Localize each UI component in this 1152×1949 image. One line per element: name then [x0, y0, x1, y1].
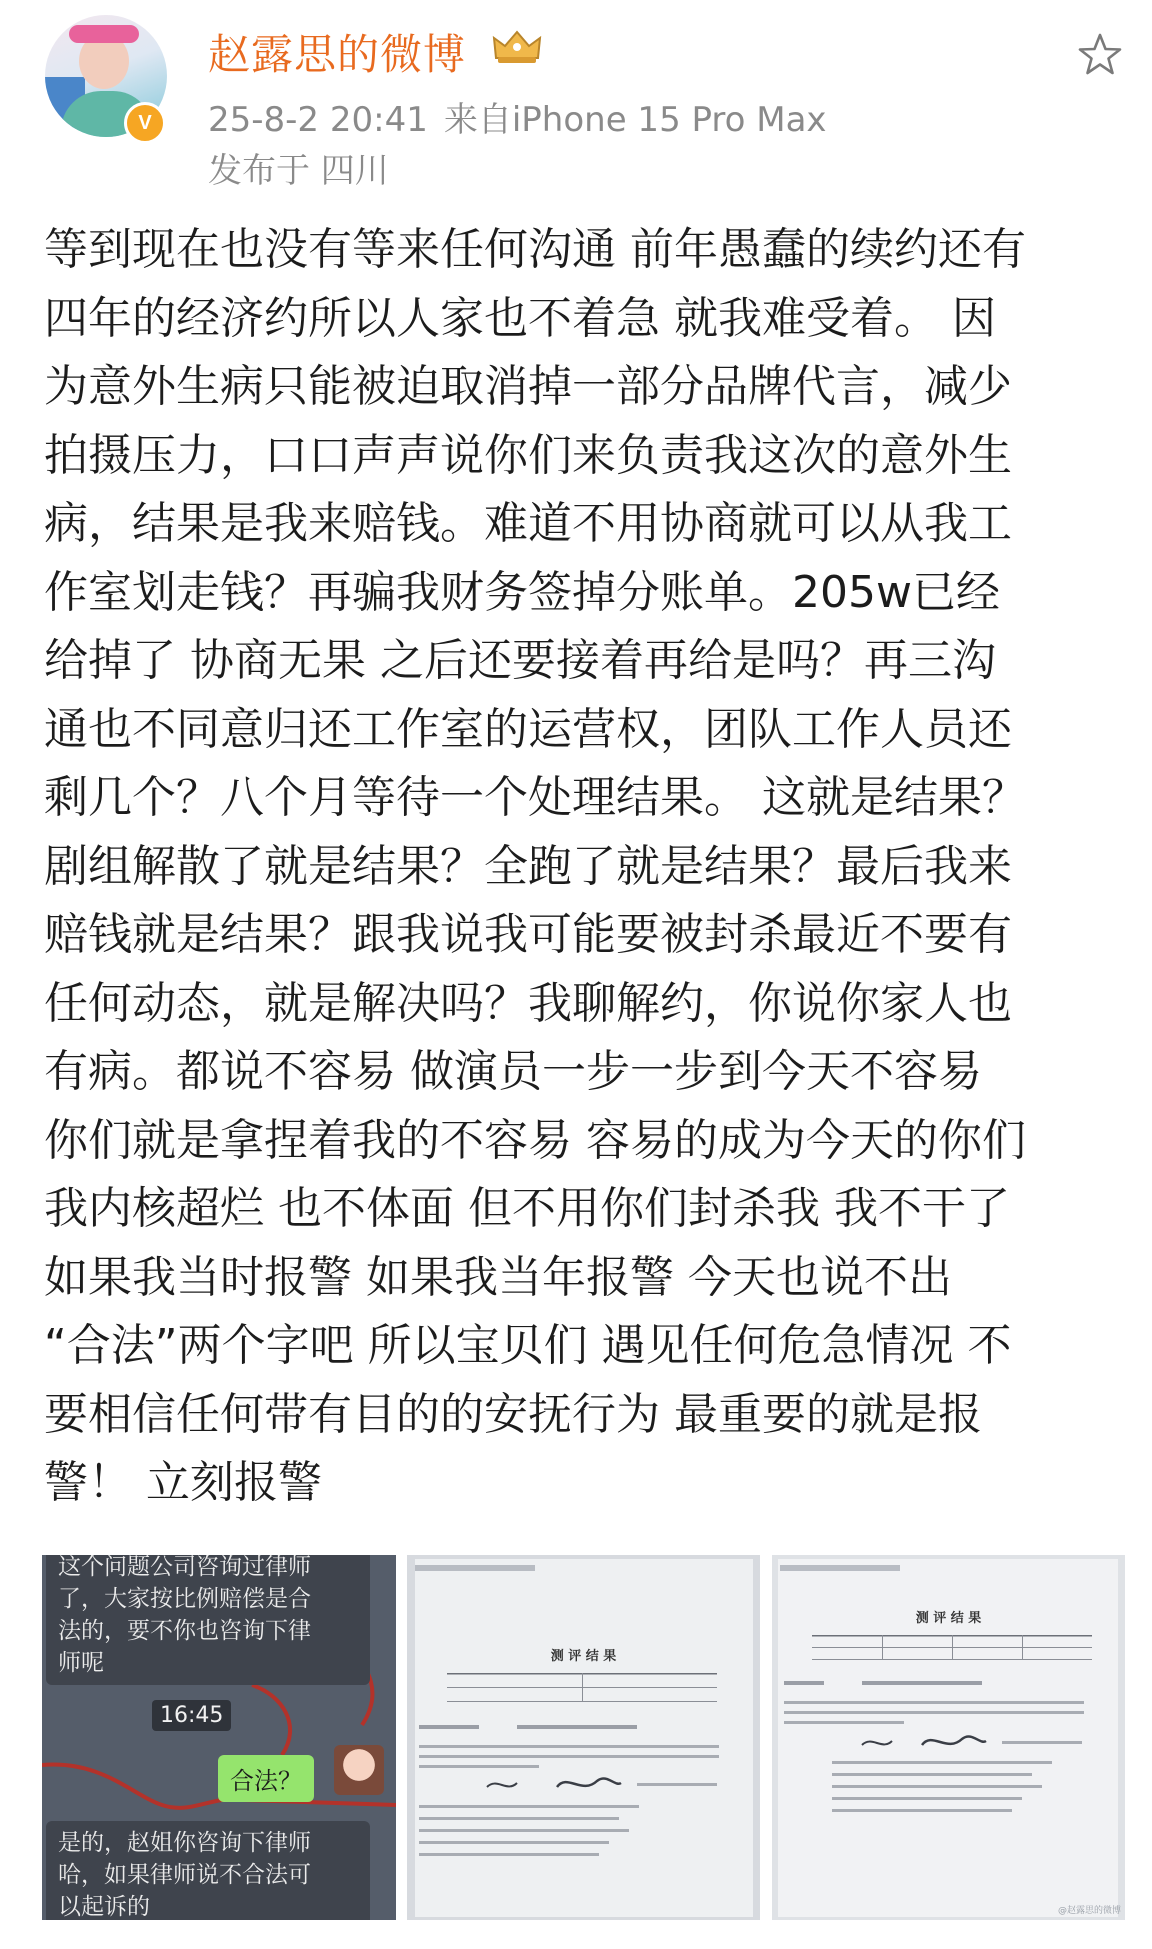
post-line: 为意外生病只能被迫取消掉一部分品牌代言，减少 [44, 361, 1012, 412]
post-line: 我内核超烂 也不体面 但不用你们封杀我 我不干了 [44, 1183, 1010, 1234]
image-thumb-chat[interactable] [42, 1555, 396, 1920]
verified-badge: V [124, 102, 166, 144]
star-icon[interactable] [1075, 30, 1125, 80]
document-heading: 测 评 结 果 [915, 1611, 982, 1626]
chat-message-reply: 合法？ [218, 1755, 314, 1802]
chat-message-top [46, 1555, 370, 1685]
post-line: 作室划走钱？再骗我财务签掉分账单。205w已经 [44, 566, 1000, 618]
post-location: 发布于 四川 [208, 151, 389, 191]
post-timestamp: 25-8-2 20:41 [208, 100, 428, 140]
post-line: 赔钱就是结果？跟我说我可能要被封杀最近不要有 [44, 909, 1012, 960]
post-header [0, 0, 1152, 191]
chat-timestamp: 16:45 [152, 1700, 231, 1731]
crown-icon [490, 28, 544, 66]
chat-line: 以起诉的 [58, 1894, 150, 1920]
avatar-visor [69, 25, 139, 43]
post-line: 警！ 立刻报警 [44, 1457, 322, 1508]
chat-line: 哈，如果律师说不合法可 [58, 1862, 311, 1888]
post-line: “合法”两个字吧 所以宝贝们 遇见任何危急情况 不 [44, 1320, 1012, 1371]
post-source: 来自iPhone 15 Pro Max [443, 100, 827, 140]
image-grid [42, 1555, 1125, 1920]
chat-line: 了，大家按比例赔偿是合 [58, 1586, 311, 1612]
post-line: 你们就是拿捏着我的不容易 容易的成为今天的你们 [44, 1114, 1026, 1166]
post-line: 剧组解散了就是结果？全跑了就是结果？最后我来 [44, 840, 1012, 892]
document-heading: 测 评 结 果 [550, 1649, 617, 1664]
post-meta [208, 92, 827, 141]
post-line: 四年的经济约所以人家也不着急 就我难受着。 因 [44, 292, 996, 344]
image-thumb-document-1[interactable] [407, 1555, 760, 1920]
post-line: 等到现在也没有等来任何沟通 前年愚蠢的续约还有 [44, 224, 1026, 275]
post-line: 要相信任何带有目的的安抚行为 最重要的就是报 [44, 1388, 982, 1440]
post-line: 给掉了 协商无果 之后还要接着再给是吗？再三沟 [44, 635, 996, 686]
post-line: 如果我当时报警 如果我当年报警 今天也说不出 [44, 1251, 952, 1303]
image-watermark: @赵露思的微博 [1057, 1906, 1121, 1916]
chat-line: 法的，要不你也咨询下律 [58, 1618, 311, 1644]
post-line: 剩几个？八个月等待一个处理结果。 这就是结果？ [44, 772, 1026, 823]
chat-avatar [334, 1745, 384, 1795]
post-line: 病，结果是我来赔钱。难道不用协商就可以从我工 [44, 498, 1012, 549]
chat-line: 师呢 [58, 1650, 104, 1676]
author-name[interactable]: 赵露思的微博 [208, 30, 467, 79]
chat-line: 这个问题公司咨询过律师 [58, 1555, 311, 1580]
post-line: 拍摄压力，口口声声说你们来负责我这次的意外生 [44, 429, 1012, 481]
post-text [44, 216, 1124, 1518]
post-line: 任何动态，就是解决吗？我聊解约，你说你家人也 [44, 977, 1012, 1029]
image-thumb-document-2[interactable] [772, 1555, 1125, 1920]
post-line: 有病。都说不容易 做演员一步一步到今天不容易 [44, 1046, 982, 1097]
document-page [407, 1555, 760, 1920]
post-line: 通也不同意归还工作室的运营权，团队工作人员还 [44, 703, 1012, 755]
chat-message-bottom [46, 1821, 370, 1920]
chat-line: 是的，赵姐你咨询下律师 [58, 1830, 311, 1856]
